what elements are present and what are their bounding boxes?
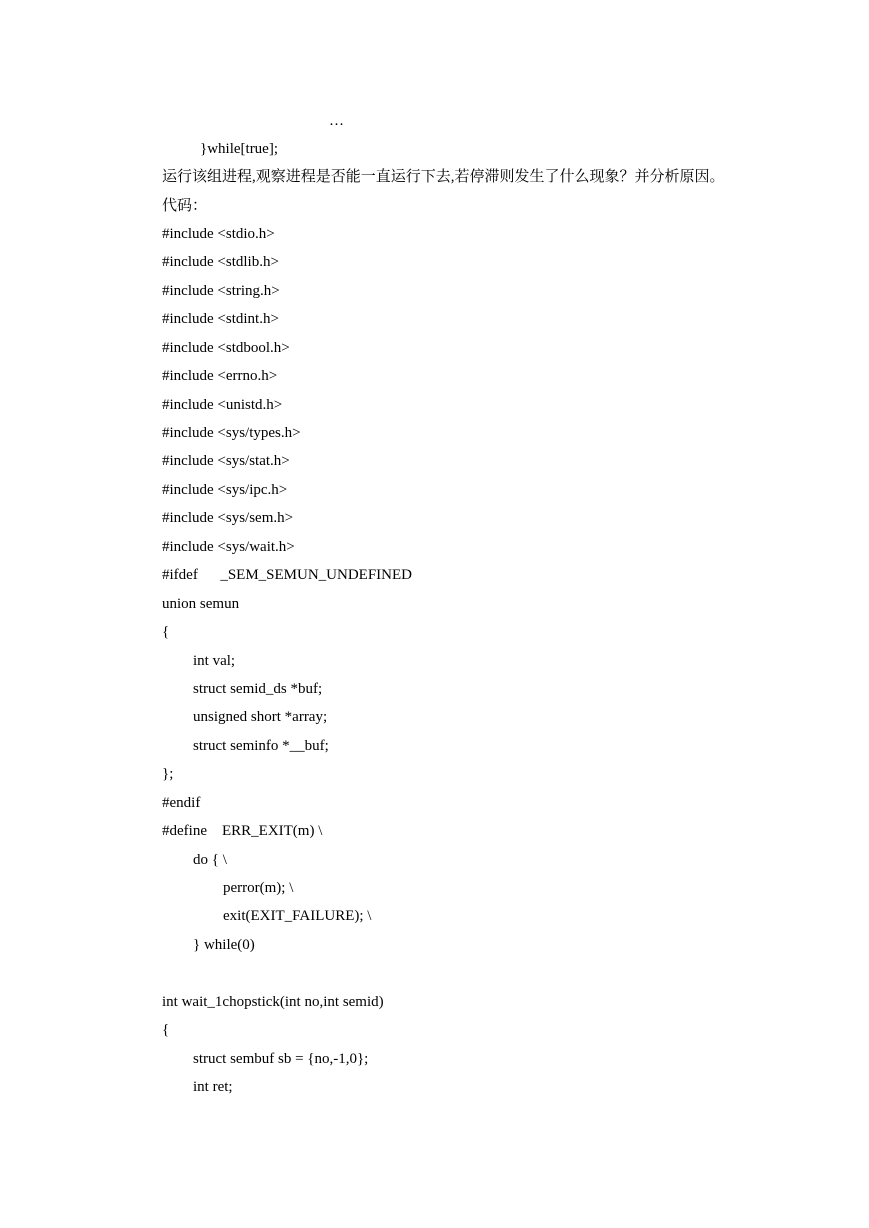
code-line: #include <sys/stat.h> xyxy=(162,453,290,469)
code-line: union semun xyxy=(162,596,240,612)
code-line: struct semid_ds *buf; xyxy=(193,681,323,697)
code-line: int val; xyxy=(193,653,236,669)
code-line: }; xyxy=(162,766,174,782)
code-line: unsigned short *array; xyxy=(193,709,328,725)
code-line: #ifdef _SEM_SEMUN_UNDEFINED xyxy=(162,567,412,583)
code-line: #endif xyxy=(162,795,201,811)
code-line: do { \ xyxy=(193,852,227,868)
code-line: { xyxy=(162,1022,170,1038)
while-line: }while[true]; xyxy=(200,141,279,157)
code-line: #include <unistd.h> xyxy=(162,397,283,413)
code-line: #include <sys/ipc.h> xyxy=(162,482,288,498)
code-line: perror(m); \ xyxy=(223,880,294,896)
code-line: int ret; xyxy=(193,1079,233,1095)
code-line: #include <stdbool.h> xyxy=(162,340,290,356)
code-line: #include <string.h> xyxy=(162,283,280,299)
code-line: } while(0) xyxy=(193,937,255,953)
code-line: #include <stdio.h> xyxy=(162,226,275,242)
code-line: #include <sys/sem.h> xyxy=(162,510,294,526)
ellipsis-line: … xyxy=(329,113,344,129)
code-line: struct sembuf sb = {no,-1,0}; xyxy=(193,1051,369,1067)
code-line: #include <stdlib.h> xyxy=(162,254,279,270)
code-line: #include <stdint.h> xyxy=(162,311,279,327)
code-line: struct seminfo *__buf; xyxy=(193,738,329,754)
code-line: int wait_1chopstick(int no,int semid) xyxy=(162,994,384,1010)
code-line: #include <errno.h> xyxy=(162,368,278,384)
code-line: exit(EXIT_FAILURE); \ xyxy=(223,908,372,924)
task-description: 运行该组进程,观察进程是否能一直运行下去,若停滞则发生了什么现象？并分析原因。 xyxy=(162,169,725,185)
code-line: #define ERR_EXIT(m) \ xyxy=(162,823,323,839)
code-heading: 代码： xyxy=(162,198,208,214)
code-line: #include <sys/types.h> xyxy=(162,425,301,441)
code-line: #include <sys/wait.h> xyxy=(162,539,295,555)
code-line: { xyxy=(162,624,170,640)
